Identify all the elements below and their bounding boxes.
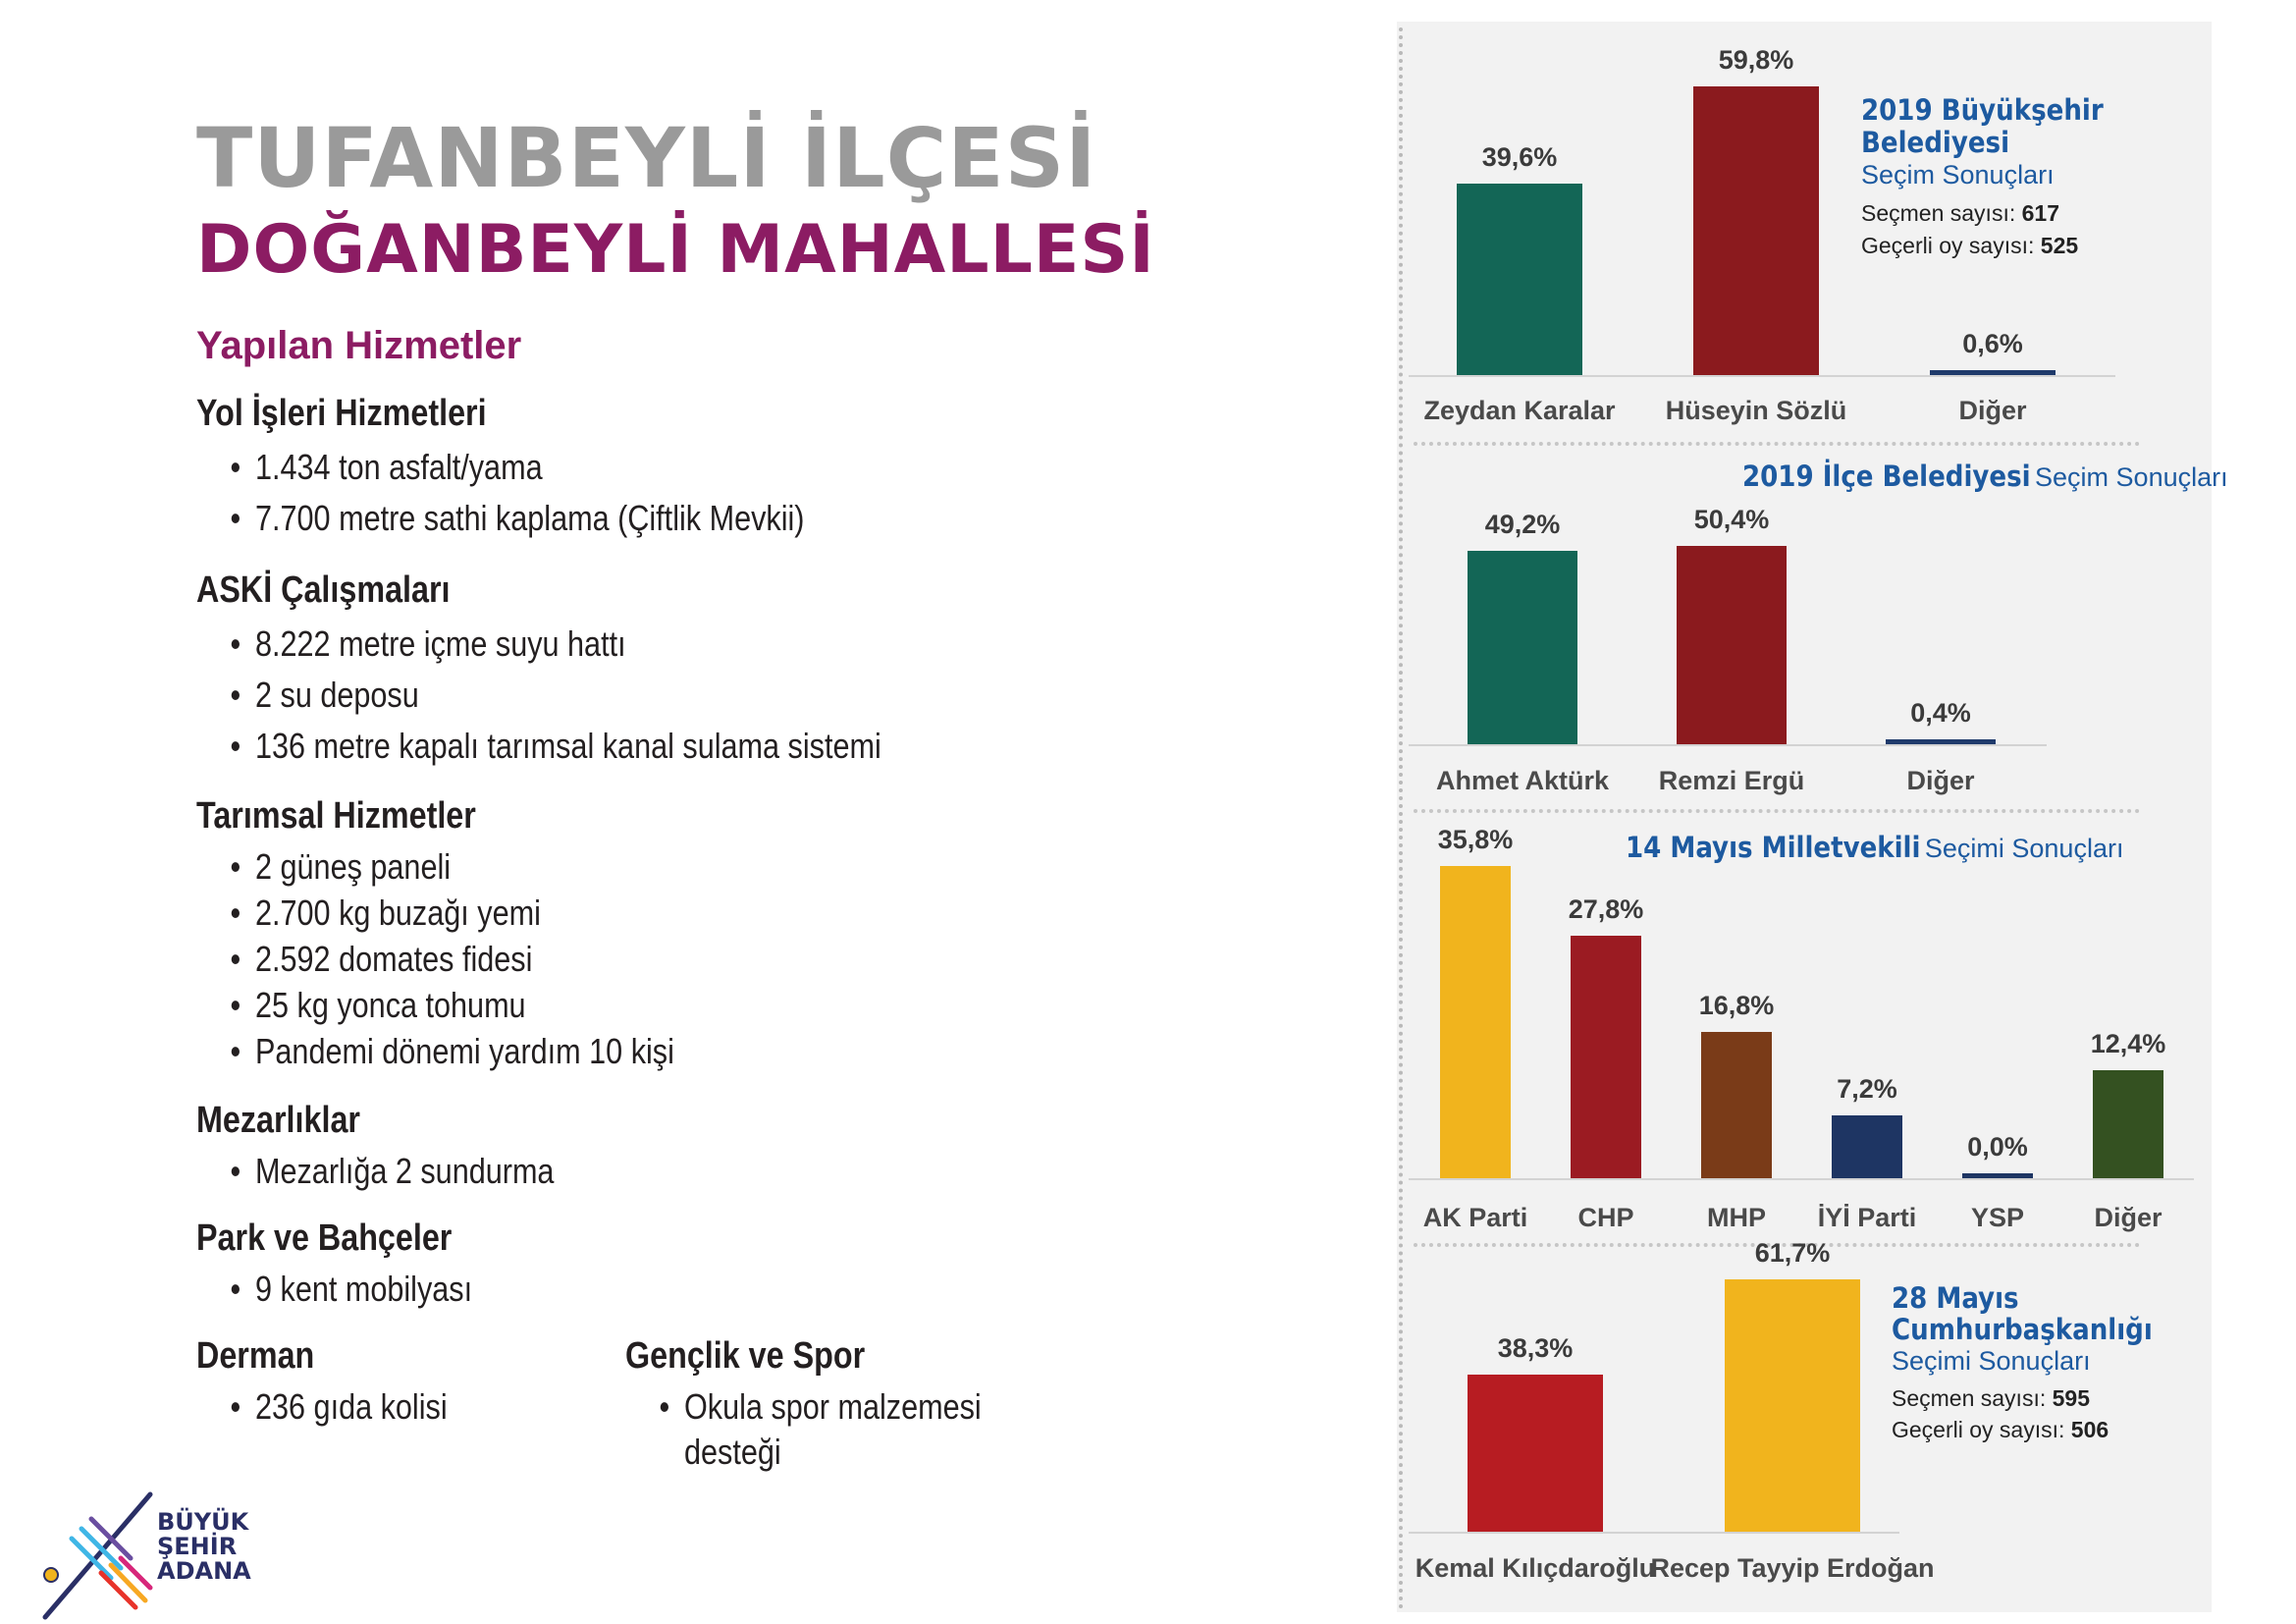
list-item: • 2 su deposu bbox=[255, 675, 419, 716]
chart1-category-label: Zeydan Karalar bbox=[1423, 396, 1616, 425]
chart1-title-bold: 2019 Büyükşehir Belediyesi bbox=[1861, 93, 2104, 159]
chart1-category-label: Hüseyin Sözlü bbox=[1665, 396, 1847, 425]
section-mezar-title: Mezarlıklar bbox=[196, 1100, 360, 1141]
list-item: • 8.222 metre içme suyu hattı bbox=[255, 623, 626, 665]
chart1-bar bbox=[1457, 184, 1582, 375]
chart3-category-label: İYİ Parti bbox=[1817, 1203, 1917, 1232]
neighborhood-title: DOĞANBEYLİ MAHALLESİ bbox=[196, 211, 1155, 289]
list-item: • 2 güneş paneli bbox=[255, 846, 451, 888]
logo-line-1: BÜYÜK bbox=[157, 1508, 249, 1536]
chart3-baseline bbox=[1409, 1178, 2194, 1180]
chart3-bar bbox=[2093, 1070, 2163, 1178]
chart4-bar bbox=[1468, 1375, 1603, 1532]
section-aski-title: ASKİ Çalışmaları bbox=[196, 569, 451, 611]
chart-divider bbox=[1414, 442, 2140, 446]
chart1-value-label: 59,8% bbox=[1718, 45, 1794, 75]
vertical-dotted-divider bbox=[1399, 27, 1403, 1610]
chart4-baseline bbox=[1409, 1532, 1899, 1534]
chart4-value-label: 61,7% bbox=[1754, 1238, 1831, 1268]
list-item: • Mezarlığa 2 sundurma bbox=[255, 1151, 554, 1192]
chart1-bar bbox=[1693, 86, 1819, 375]
chart1-secmen-value: 617 bbox=[2021, 200, 2059, 226]
chart3-value-label: 16,8% bbox=[1698, 991, 1775, 1020]
list-item: • 7.700 metre sathi kaplama (Çiftlik Mevkii) bbox=[255, 498, 804, 539]
list-item-continuation: desteği bbox=[684, 1432, 781, 1472]
chart4-value-label: 38,3% bbox=[1497, 1333, 1574, 1363]
chart2-title-normal: Seçim Sonuçları bbox=[2035, 462, 2228, 492]
chart4-gecerli-value: 506 bbox=[2070, 1417, 2109, 1442]
chart4-category-label: Recep Tayyip Erdoğan bbox=[1650, 1553, 1935, 1583]
chart1-gecerli bbox=[1861, 230, 2215, 262]
adana-logo-text bbox=[157, 1510, 251, 1584]
chart1-gecerli-value: 525 bbox=[2040, 233, 2079, 258]
list-item: • 136 metre kapalı tarımsal kanal sulama sistemi bbox=[255, 726, 881, 767]
section-park-title: Park ve Bahçeler bbox=[196, 1218, 453, 1259]
chart4-title-normal: Seçimi Sonuçları bbox=[1892, 1346, 2091, 1376]
chart4-bar bbox=[1725, 1279, 1860, 1532]
chart4-title-bold-2: Cumhurbaşkanlığı bbox=[1892, 1313, 2153, 1346]
services-subtitle: Yapılan Hizmetler bbox=[196, 324, 522, 367]
chart1-title bbox=[1861, 94, 2215, 262]
chart1-secmen-label: Seçmen sayısı: bbox=[1861, 200, 2016, 226]
chart1-gecerli-label: Geçerli oy sayısı: bbox=[1861, 233, 2035, 258]
chart3-bar bbox=[1701, 1032, 1772, 1178]
section-genclik-title: Gençlik ve Spor bbox=[625, 1335, 866, 1377]
section-tarim-title: Tarımsal Hizmetler bbox=[196, 795, 476, 837]
chart2-category-label: Ahmet Aktürk bbox=[1435, 766, 1610, 795]
chart2-category-label: Diğer bbox=[1906, 766, 1975, 795]
chart1-bar bbox=[1930, 370, 2056, 375]
chart3-title-normal: Seçimi Sonuçları bbox=[1924, 834, 2124, 863]
list-item: • 236 gıda kolisi bbox=[255, 1386, 448, 1428]
chart2-bar bbox=[1677, 546, 1787, 744]
chart2-bar bbox=[1886, 739, 1996, 744]
chart4-secmen-label: Seçmen sayısı: bbox=[1892, 1385, 2047, 1411]
list-item: • 2.700 kg buzağı yemi bbox=[255, 893, 541, 934]
list-item: • Okula spor malzemesi bbox=[684, 1386, 982, 1428]
chart4-gecerli-label: Geçerli oy sayısı: bbox=[1892, 1417, 2065, 1442]
chart3-bar bbox=[1571, 936, 1641, 1178]
list-item: • 1.434 ton asfalt/yama bbox=[255, 447, 543, 488]
list-item: • Pandemi dönemi yardım 10 kişi bbox=[255, 1031, 674, 1072]
chart3-title-bold: 14 Mayıs Milletvekili bbox=[1626, 831, 1921, 864]
chart2-title bbox=[1742, 460, 2228, 493]
logo-line-3: ADANA bbox=[157, 1557, 251, 1585]
chart2-value-label: 0,4% bbox=[1910, 698, 1971, 728]
section-yol-title: Yol İşleri Hizmetleri bbox=[196, 393, 487, 434]
chart2-value-label: 49,2% bbox=[1484, 510, 1561, 539]
chart3-value-label: 0,0% bbox=[1967, 1132, 2028, 1162]
list-item: • 25 kg yonca tohumu bbox=[255, 985, 526, 1026]
chart3-value-label: 35,8% bbox=[1437, 825, 1514, 854]
chart2-bar bbox=[1468, 551, 1577, 744]
section-derman-title: Derman bbox=[196, 1335, 315, 1377]
chart3-category-label: Diğer bbox=[2094, 1203, 2163, 1232]
logo-line-2: ŞEHİR bbox=[157, 1533, 238, 1560]
chart2-title-bold: 2019 İlçe Belediyesi bbox=[1742, 460, 2031, 493]
chart4-secmen-value: 595 bbox=[2052, 1385, 2090, 1411]
list-item: • 2.592 domates fidesi bbox=[255, 939, 532, 980]
list-item: • 9 kent mobilyası bbox=[255, 1269, 472, 1310]
chart1-baseline bbox=[1409, 375, 2115, 377]
chart3-value-label: 12,4% bbox=[2090, 1029, 2166, 1058]
chart3-title bbox=[1626, 831, 2123, 864]
chart1-value-label: 0,6% bbox=[1962, 329, 2023, 358]
chart3-category-label: YSP bbox=[1970, 1203, 2025, 1232]
chart1-value-label: 39,6% bbox=[1481, 142, 1558, 172]
chart4-title-bold-1: 28 Mayıs bbox=[1892, 1281, 2019, 1315]
chart1-secmen bbox=[1861, 197, 2215, 230]
chart-divider bbox=[1414, 809, 2140, 813]
chart4-secmen bbox=[1892, 1382, 2206, 1414]
chart3-bar bbox=[1832, 1115, 1902, 1178]
chart1-category-label: Diğer bbox=[1958, 396, 2027, 425]
chart4-category-label: Kemal Kılıçdaroğlu bbox=[1415, 1553, 1656, 1583]
chart4-gecerli bbox=[1892, 1414, 2206, 1445]
chart3-bar bbox=[1440, 866, 1511, 1178]
chart2-value-label: 50,4% bbox=[1693, 505, 1770, 534]
chart3-value-label: 7,2% bbox=[1837, 1074, 1897, 1104]
adana-logo-icon bbox=[37, 1485, 155, 1622]
chart4-title bbox=[1892, 1282, 2206, 1445]
chart3-value-label: 27,8% bbox=[1568, 894, 1644, 924]
chart3-category-label: CHP bbox=[1577, 1203, 1634, 1232]
chart3-category-label: AK Parti bbox=[1422, 1203, 1528, 1232]
chart3-bar bbox=[1962, 1173, 2033, 1178]
chart3-category-label: MHP bbox=[1707, 1203, 1766, 1232]
chart2-baseline bbox=[1409, 744, 2047, 746]
chart2-category-label: Remzi Ergü bbox=[1658, 766, 1805, 795]
district-title: TUFANBEYLİ İLÇESİ bbox=[196, 110, 1097, 206]
chart1-title-normal: Seçim Sonuçları bbox=[1861, 160, 2055, 189]
